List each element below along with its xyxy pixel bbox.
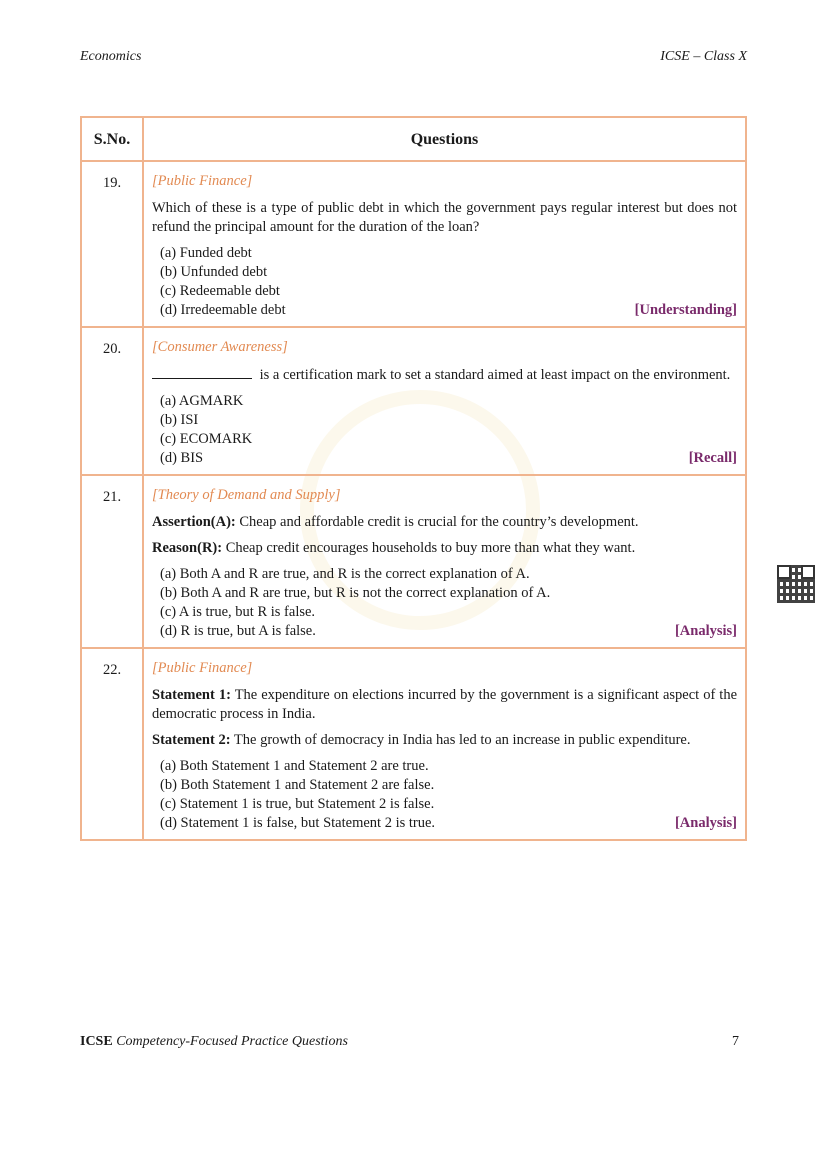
page-footer — [80, 1034, 739, 1050]
question-stem: Which of these is a type of public debt in which the government pays regular interest but does not refund the principal amount for the duration of the loan? — [152, 200, 737, 235]
page-number: 7 — [732, 1034, 739, 1049]
page-header — [80, 49, 747, 65]
question-topic: [Public Finance] — [152, 660, 253, 676]
qr-code-icon[interactable] — [777, 565, 815, 603]
option: (d) Statement 1 is false, but Statement 2 is true. — [160, 815, 436, 831]
option: (a) Both Statement 1 and Statement 2 are true. — [160, 758, 429, 774]
question-topic: [Theory of Demand and Supply] — [152, 487, 341, 503]
option: (d) Irredeemable debt — [160, 302, 286, 318]
sno-column-header: S.No. — [81, 117, 143, 161]
question-topic: [Public Finance] — [152, 173, 253, 189]
assertion — [152, 513, 737, 532]
table-row — [81, 161, 746, 327]
statement-1-label: Statement 1: — [152, 687, 231, 703]
table-header-row — [81, 117, 746, 161]
question-cell — [143, 648, 746, 840]
options-list — [152, 392, 737, 468]
option: (a) Both A and R are true, and R is the correct explanation of A. — [160, 566, 530, 582]
option: (d) R is true, but A is false. — [160, 623, 316, 639]
statement-2-text: The growth of democracy in India has led to an increase in public expenditure. — [233, 732, 691, 748]
option: (c) Redeemable debt — [160, 283, 280, 299]
question-number: 20. — [81, 327, 143, 475]
statement-1-text: The expenditure on elections incurred by the government is a significant aspect of the democratic process in India. — [152, 687, 738, 722]
statement-2 — [152, 731, 737, 750]
cognitive-level-tag: [Analysis] — [674, 815, 737, 831]
answer-blank — [152, 365, 252, 379]
question-cell — [143, 327, 746, 475]
footer-title-block — [80, 1034, 348, 1050]
class-label: ICSE – Class X — [660, 49, 747, 64]
option: (d) BIS — [160, 450, 204, 466]
reason-label: Reason(R): — [152, 540, 223, 556]
statement-2-label: Statement 2: — [152, 732, 231, 748]
cognitive-level-tag: [Analysis] — [674, 623, 737, 639]
assertion-text: Cheap and affordable credit is crucial for the country’s development. — [239, 514, 639, 530]
question-number: 21. — [81, 475, 143, 648]
option: (b) ISI — [160, 412, 199, 428]
question-stem-text: is a certification mark to set a standard aimed at least impact on the environment. — [259, 367, 731, 383]
options-list — [152, 244, 737, 320]
question-cell — [143, 475, 746, 648]
questions-column-header: Questions — [143, 117, 746, 161]
option: (b) Both Statement 1 and Statement 2 are false. — [160, 777, 435, 793]
question-topic: [Consumer Awareness] — [152, 339, 288, 355]
footer-brand: ICSE — [80, 1034, 113, 1049]
table-row — [81, 475, 746, 648]
cognitive-level-tag: [Recall] — [688, 450, 737, 466]
option: (a) AGMARK — [160, 393, 244, 409]
question-number: 19. — [81, 161, 143, 327]
statement-1 — [152, 686, 737, 724]
option: (b) Unfunded debt — [160, 264, 268, 280]
question-cell — [143, 161, 746, 327]
option: (c) A is true, but R is false. — [160, 604, 316, 620]
option: (c) ECOMARK — [160, 431, 253, 447]
question-number: 22. — [81, 648, 143, 840]
option: (b) Both A and R are true, but R is not the correct explanation of A. — [160, 585, 551, 601]
assertion-label: Assertion(A): — [152, 514, 236, 530]
options-list — [152, 565, 737, 641]
question-stem — [152, 365, 737, 385]
options-list — [152, 757, 737, 833]
option: (a) Funded debt — [160, 245, 252, 261]
subject-label: Economics — [80, 49, 142, 64]
footer-title: Competency-Focused Practice Questions — [116, 1034, 348, 1049]
option: (c) Statement 1 is true, but Statement 2 is false. — [160, 796, 435, 812]
questions-table — [80, 116, 747, 841]
table-row — [81, 648, 746, 840]
reason-text: Cheap credit encourages households to buy more than what they want. — [225, 540, 636, 556]
table-row — [81, 327, 746, 475]
cognitive-level-tag: [Understanding] — [634, 302, 737, 318]
reason — [152, 539, 737, 558]
